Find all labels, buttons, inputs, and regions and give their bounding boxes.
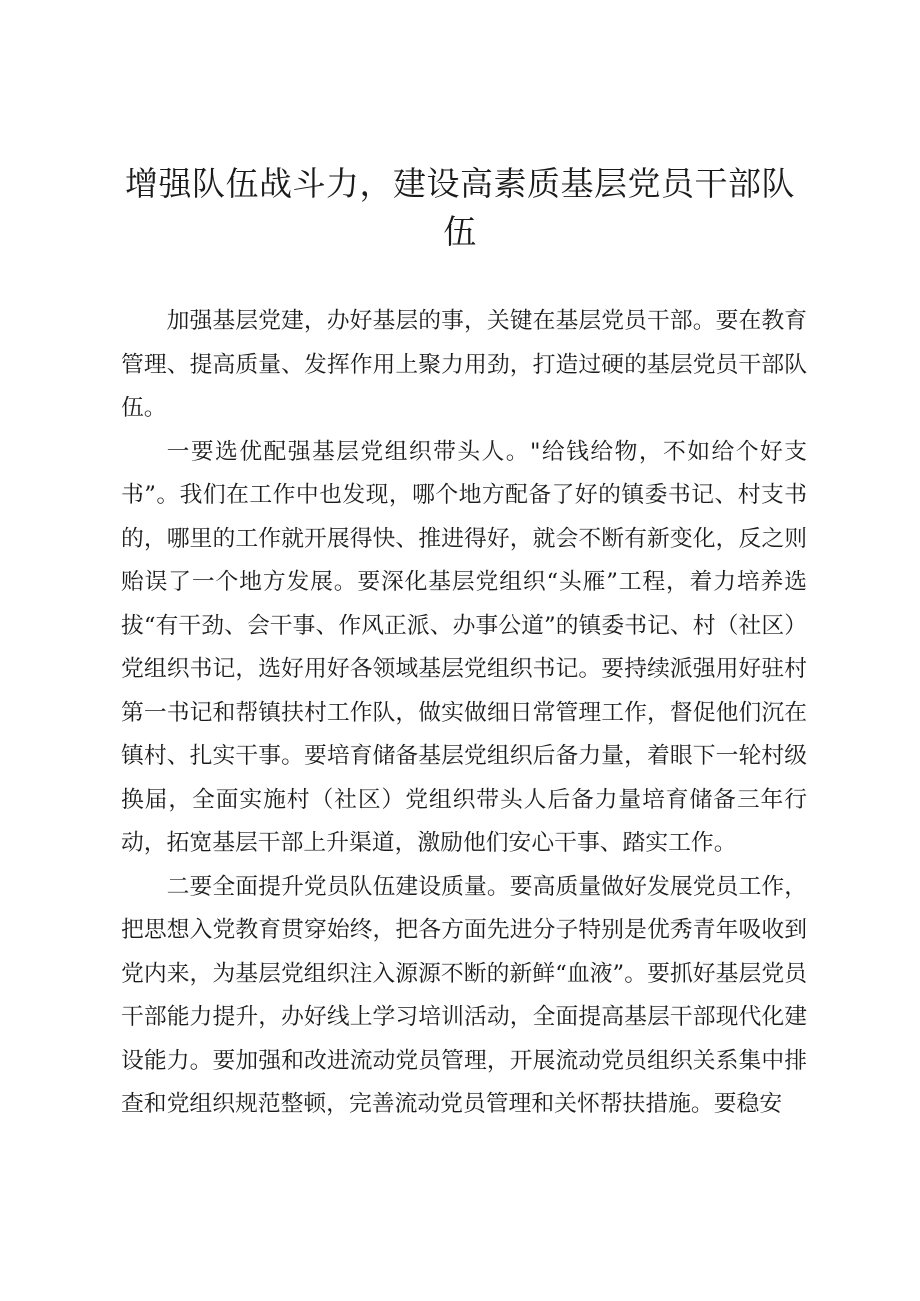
document-body [121, 300, 807, 1127]
paragraph-intro: 加强基层党建，办好基层的事，关键在基层党员干部。要在教育管理、提高质量、发挥作用上聚力用劲，打造过硬的基层党员干部队伍。 [121, 308, 807, 421]
paragraph-second-point: 二要全面提升党员队伍建设质量。要高质量做好发展党员工作，把思想入党教育贯穿始终，把各方面先进分子特别是优秀青年吸收到党内来，为基层党组织注入源源不断的新鲜“血液”。要抓好基层党员干部能力提升，办好线上学习培训活动，全面提高基层干部现代化建设能力。要加强和改进流动党员管理，开展流动党员组织关系集中排查和党组织规范整顿，完善流动党员管理和关怀帮扶措施。要稳安 [121, 873, 807, 1117]
paragraph-first-point: 一要选优配强基层党组织带头人。"给钱给物，不如给个好支书”。我们在工作中也发现，哪个地方配备了好的镇委书记、村支书的，哪里的工作就开展得快、推进得好，就会不断有新变化，反之则贻误了一个地方发展。要深化基层党组织“头雁”工程，着力培养选拔“有干劲、会干事、作风正派、办事公道”的镇委书记、村（社区）党组织书记，选好用好各领域基层党组织书记。要持续派强用好驻村第一书记和帮镇扶村工作队，做实做细日常管理工作，督促他们沉在镇村、扎实干事。要培育储备基层党组织后备力量，着眼下一轮村级换届，全面实施村（社区）党组织带头人后备力量培育储备三年行动，拓宽基层干部上升渠道，激励他们安心干事、踏实工作。 [121, 438, 807, 856]
document-title: 增强队伍战斗力，建设高素质基层党员干部队伍 [125, 164, 795, 251]
